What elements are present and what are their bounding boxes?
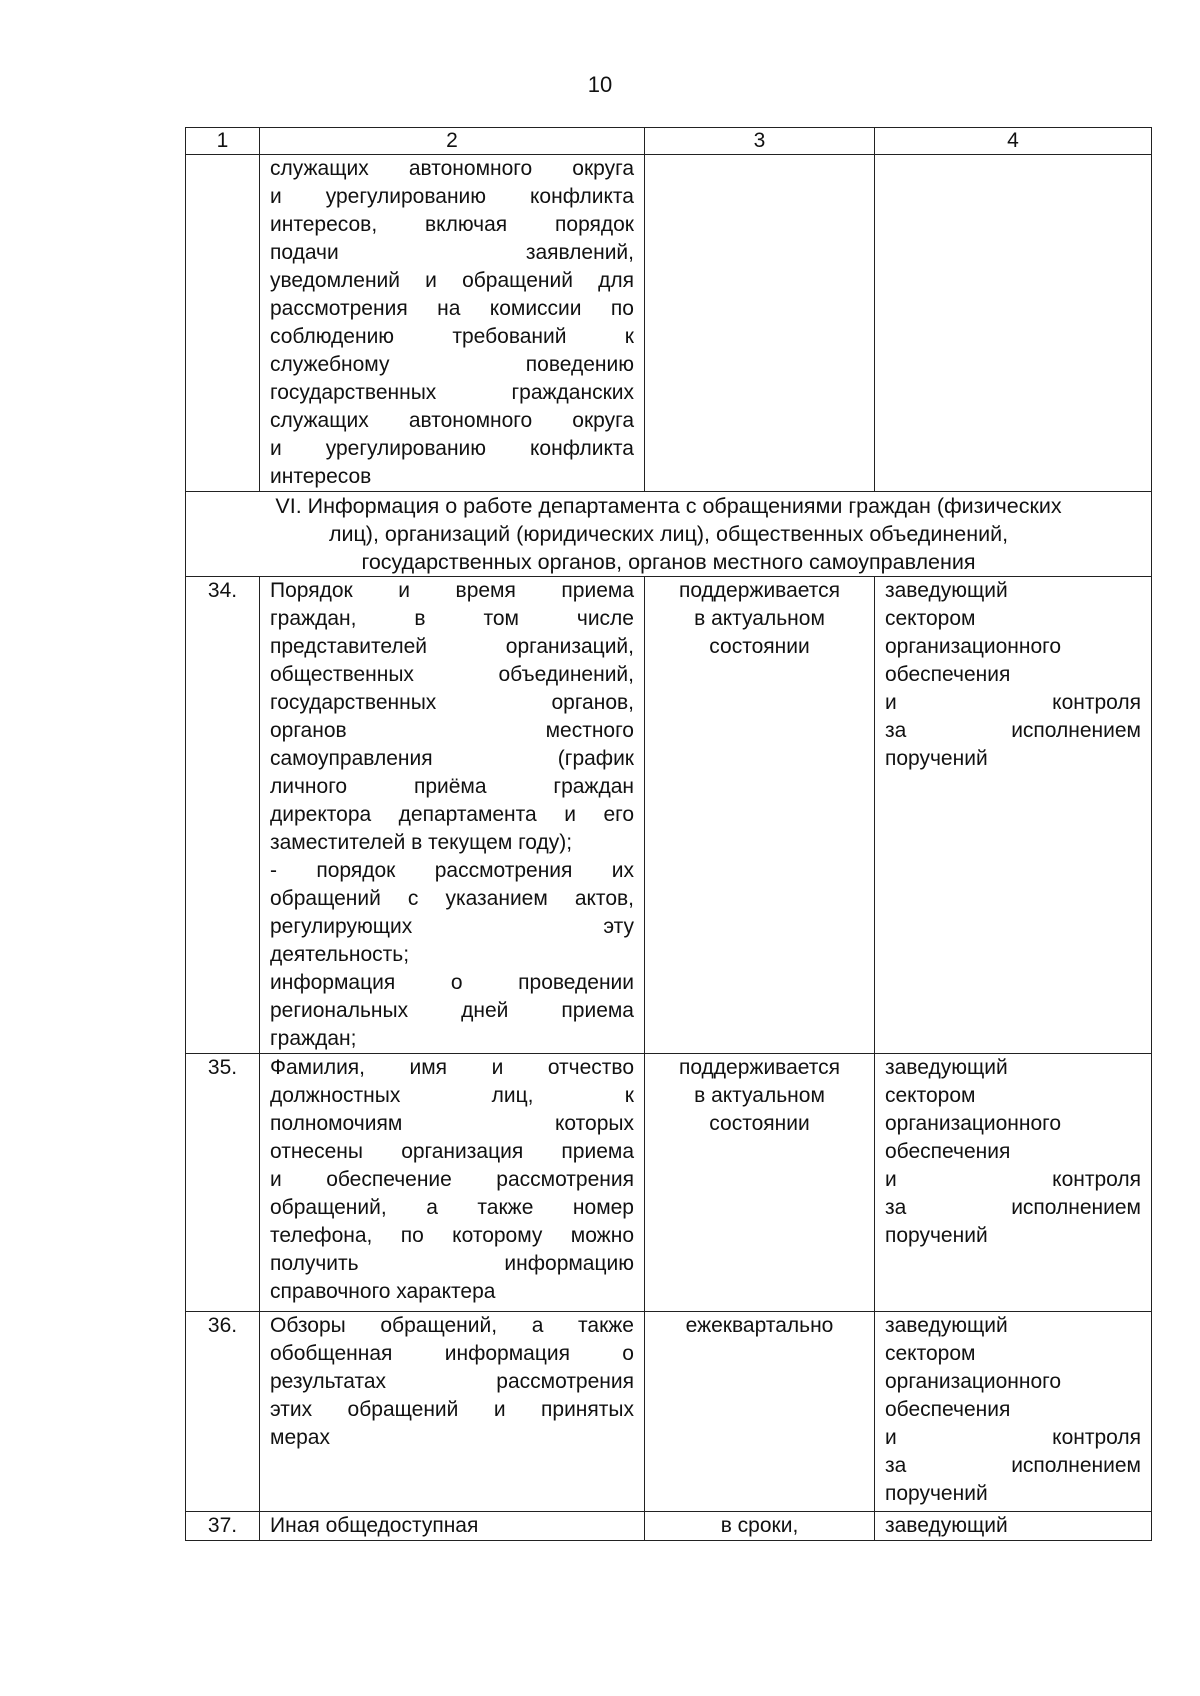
text-line: обращений с указанием актов,	[270, 887, 634, 910]
table-row	[186, 1312, 1152, 1512]
column-number-header-row	[186, 128, 1152, 155]
text-line: государственных органов,	[270, 691, 634, 714]
row-text-cell	[260, 1312, 645, 1512]
responsible-line: и контроля	[885, 1168, 1141, 1191]
row-responsible-cell	[875, 577, 1152, 1054]
text-line: директора департамента и его	[270, 803, 634, 826]
column-header-1: 1	[186, 128, 260, 155]
text-line: граждан, в том числе	[270, 607, 634, 630]
text-line: Фамилия, имя и отчество	[270, 1056, 634, 1079]
text-line: общественных объединений,	[270, 663, 634, 686]
text-line: получить информацию	[270, 1252, 634, 1275]
text-line: регулирующих эту	[270, 915, 634, 938]
text-line: подачи заявлений,	[270, 241, 634, 264]
responsible-line: организационного	[885, 1370, 1062, 1393]
period-line: поддерживается	[678, 579, 841, 602]
text-line: интересов, включая порядок	[270, 213, 634, 236]
column-header-2: 2	[260, 128, 645, 155]
text-line: - порядок рассмотрения их	[270, 859, 634, 882]
text-line: и урегулированию конфликта	[270, 185, 634, 208]
text-line: граждан;	[270, 1027, 357, 1050]
responsible-line: за исполнением	[885, 1454, 1141, 1477]
responsible-line: заведующий	[885, 1514, 1008, 1537]
section-heading	[186, 492, 1152, 577]
row-responsible-cell	[875, 1512, 1152, 1541]
continued-row-number-cell	[186, 155, 260, 492]
responsible-line: организационного	[885, 635, 1062, 658]
text-line: Иная общедоступная	[270, 1514, 479, 1537]
period-line: состоянии	[709, 635, 810, 658]
text-line: должностных лиц, к	[270, 1084, 634, 1107]
table-row	[186, 577, 1152, 1054]
text-line: и обеспечение рассмотрения	[270, 1168, 634, 1191]
text-line: служебному поведению	[270, 353, 634, 376]
row-period-cell	[645, 1312, 875, 1512]
table-row	[186, 1054, 1152, 1312]
column-header-3: 3	[645, 128, 875, 155]
responsible-line: сектором	[885, 1084, 976, 1107]
row-number: 34.	[186, 577, 260, 1054]
responsible-line: сектором	[885, 1342, 976, 1365]
text-line: телефона, по которому можно	[270, 1224, 634, 1247]
continued-row-text-cell	[260, 155, 645, 492]
responsible-line: и контроля	[885, 1426, 1141, 1449]
row-text-cell	[260, 1054, 645, 1312]
row-text-cell	[260, 1512, 645, 1541]
responsible-line: заведующий	[885, 1314, 1008, 1337]
responsible-line: за исполнением	[885, 719, 1141, 742]
responsible-line: обеспечения	[885, 1140, 1011, 1163]
section-heading-row	[186, 492, 1152, 577]
responsible-line: поручений	[885, 747, 988, 770]
period-line: поддерживается	[678, 1056, 841, 1079]
row-text-cell	[260, 577, 645, 1054]
row-number: 36.	[186, 1312, 260, 1512]
text-line: самоуправления (график	[270, 747, 634, 770]
text-line: заместителей в текущем году);	[270, 831, 573, 854]
responsible-line: поручений	[885, 1224, 988, 1247]
text-line: информация о проведении	[270, 971, 634, 994]
period-line: в сроки,	[720, 1514, 799, 1537]
text-line: этих обращений и принятых	[270, 1398, 634, 1421]
page-number: 10	[587, 72, 613, 97]
responsible-line: и контроля	[885, 691, 1141, 714]
text-line: обращений, а также номер	[270, 1196, 634, 1219]
text-line: региональных дней приема	[270, 999, 634, 1022]
row-number: 35.	[186, 1054, 260, 1312]
continued-row-period-cell	[645, 155, 875, 492]
responsible-line: заведующий	[885, 1056, 1008, 1079]
responsible-line: заведующий	[885, 579, 1008, 602]
responsible-line: поручений	[885, 1482, 988, 1505]
text-line: отнесены организация приема	[270, 1140, 634, 1163]
row-period-cell	[645, 1512, 875, 1541]
responsible-line: сектором	[885, 607, 976, 630]
responsible-line: обеспечения	[885, 1398, 1011, 1421]
text-line: представителей организаций,	[270, 635, 634, 658]
text-line: служащих автономного округа	[270, 409, 634, 432]
section-heading-line: лиц), организаций (юридических лиц), общественных объединений,	[328, 522, 1009, 546]
text-line: деятельность;	[270, 943, 410, 966]
text-line: органов местного	[270, 719, 634, 742]
text-line: Обзоры обращений, а также	[270, 1314, 634, 1337]
text-line: полномочиям которых	[270, 1112, 634, 1135]
text-line: личного приёма граждан	[270, 775, 634, 798]
continued-row-responsible-cell	[875, 155, 1152, 492]
text-line: мерах	[270, 1426, 330, 1449]
text-line: обобщенная информация о	[270, 1342, 634, 1365]
responsible-line: обеспечения	[885, 663, 1011, 686]
text-line: справочного характера	[270, 1280, 496, 1303]
period-line: в актуальном	[694, 607, 825, 630]
text-line: Порядок и время приема	[270, 579, 634, 602]
row-responsible-cell	[875, 1312, 1152, 1512]
row-number: 37.	[186, 1512, 260, 1541]
table-row	[186, 1512, 1152, 1541]
period-line: в актуальном	[694, 1084, 825, 1107]
continued-row	[186, 155, 1152, 492]
responsible-line: организационного	[885, 1112, 1062, 1135]
section-heading-line: VI. Информация о работе департамента с обращениями граждан (физических	[275, 494, 1062, 518]
text-line: государственных гражданских	[270, 381, 634, 404]
publication-table	[185, 127, 1152, 1541]
text-line: интересов	[270, 465, 372, 488]
period-line: ежеквартально	[685, 1314, 834, 1337]
column-header-4: 4	[875, 128, 1152, 155]
responsible-line: за исполнением	[885, 1196, 1141, 1219]
row-period-cell	[645, 577, 875, 1054]
text-line: рассмотрения на комиссии по	[270, 297, 634, 320]
row-responsible-cell	[875, 1054, 1152, 1312]
text-line: и урегулированию конфликта	[270, 437, 634, 460]
section-heading-line: государственных органов, органов местного самоуправления	[361, 550, 976, 574]
row-period-cell	[645, 1054, 875, 1312]
text-line: служащих автономного округа	[270, 157, 634, 180]
period-line: состоянии	[709, 1112, 810, 1135]
text-line: результатах рассмотрения	[270, 1370, 634, 1393]
text-line: соблюдению требований к	[270, 325, 634, 348]
text-line: уведомлений и обращений для	[270, 269, 634, 292]
